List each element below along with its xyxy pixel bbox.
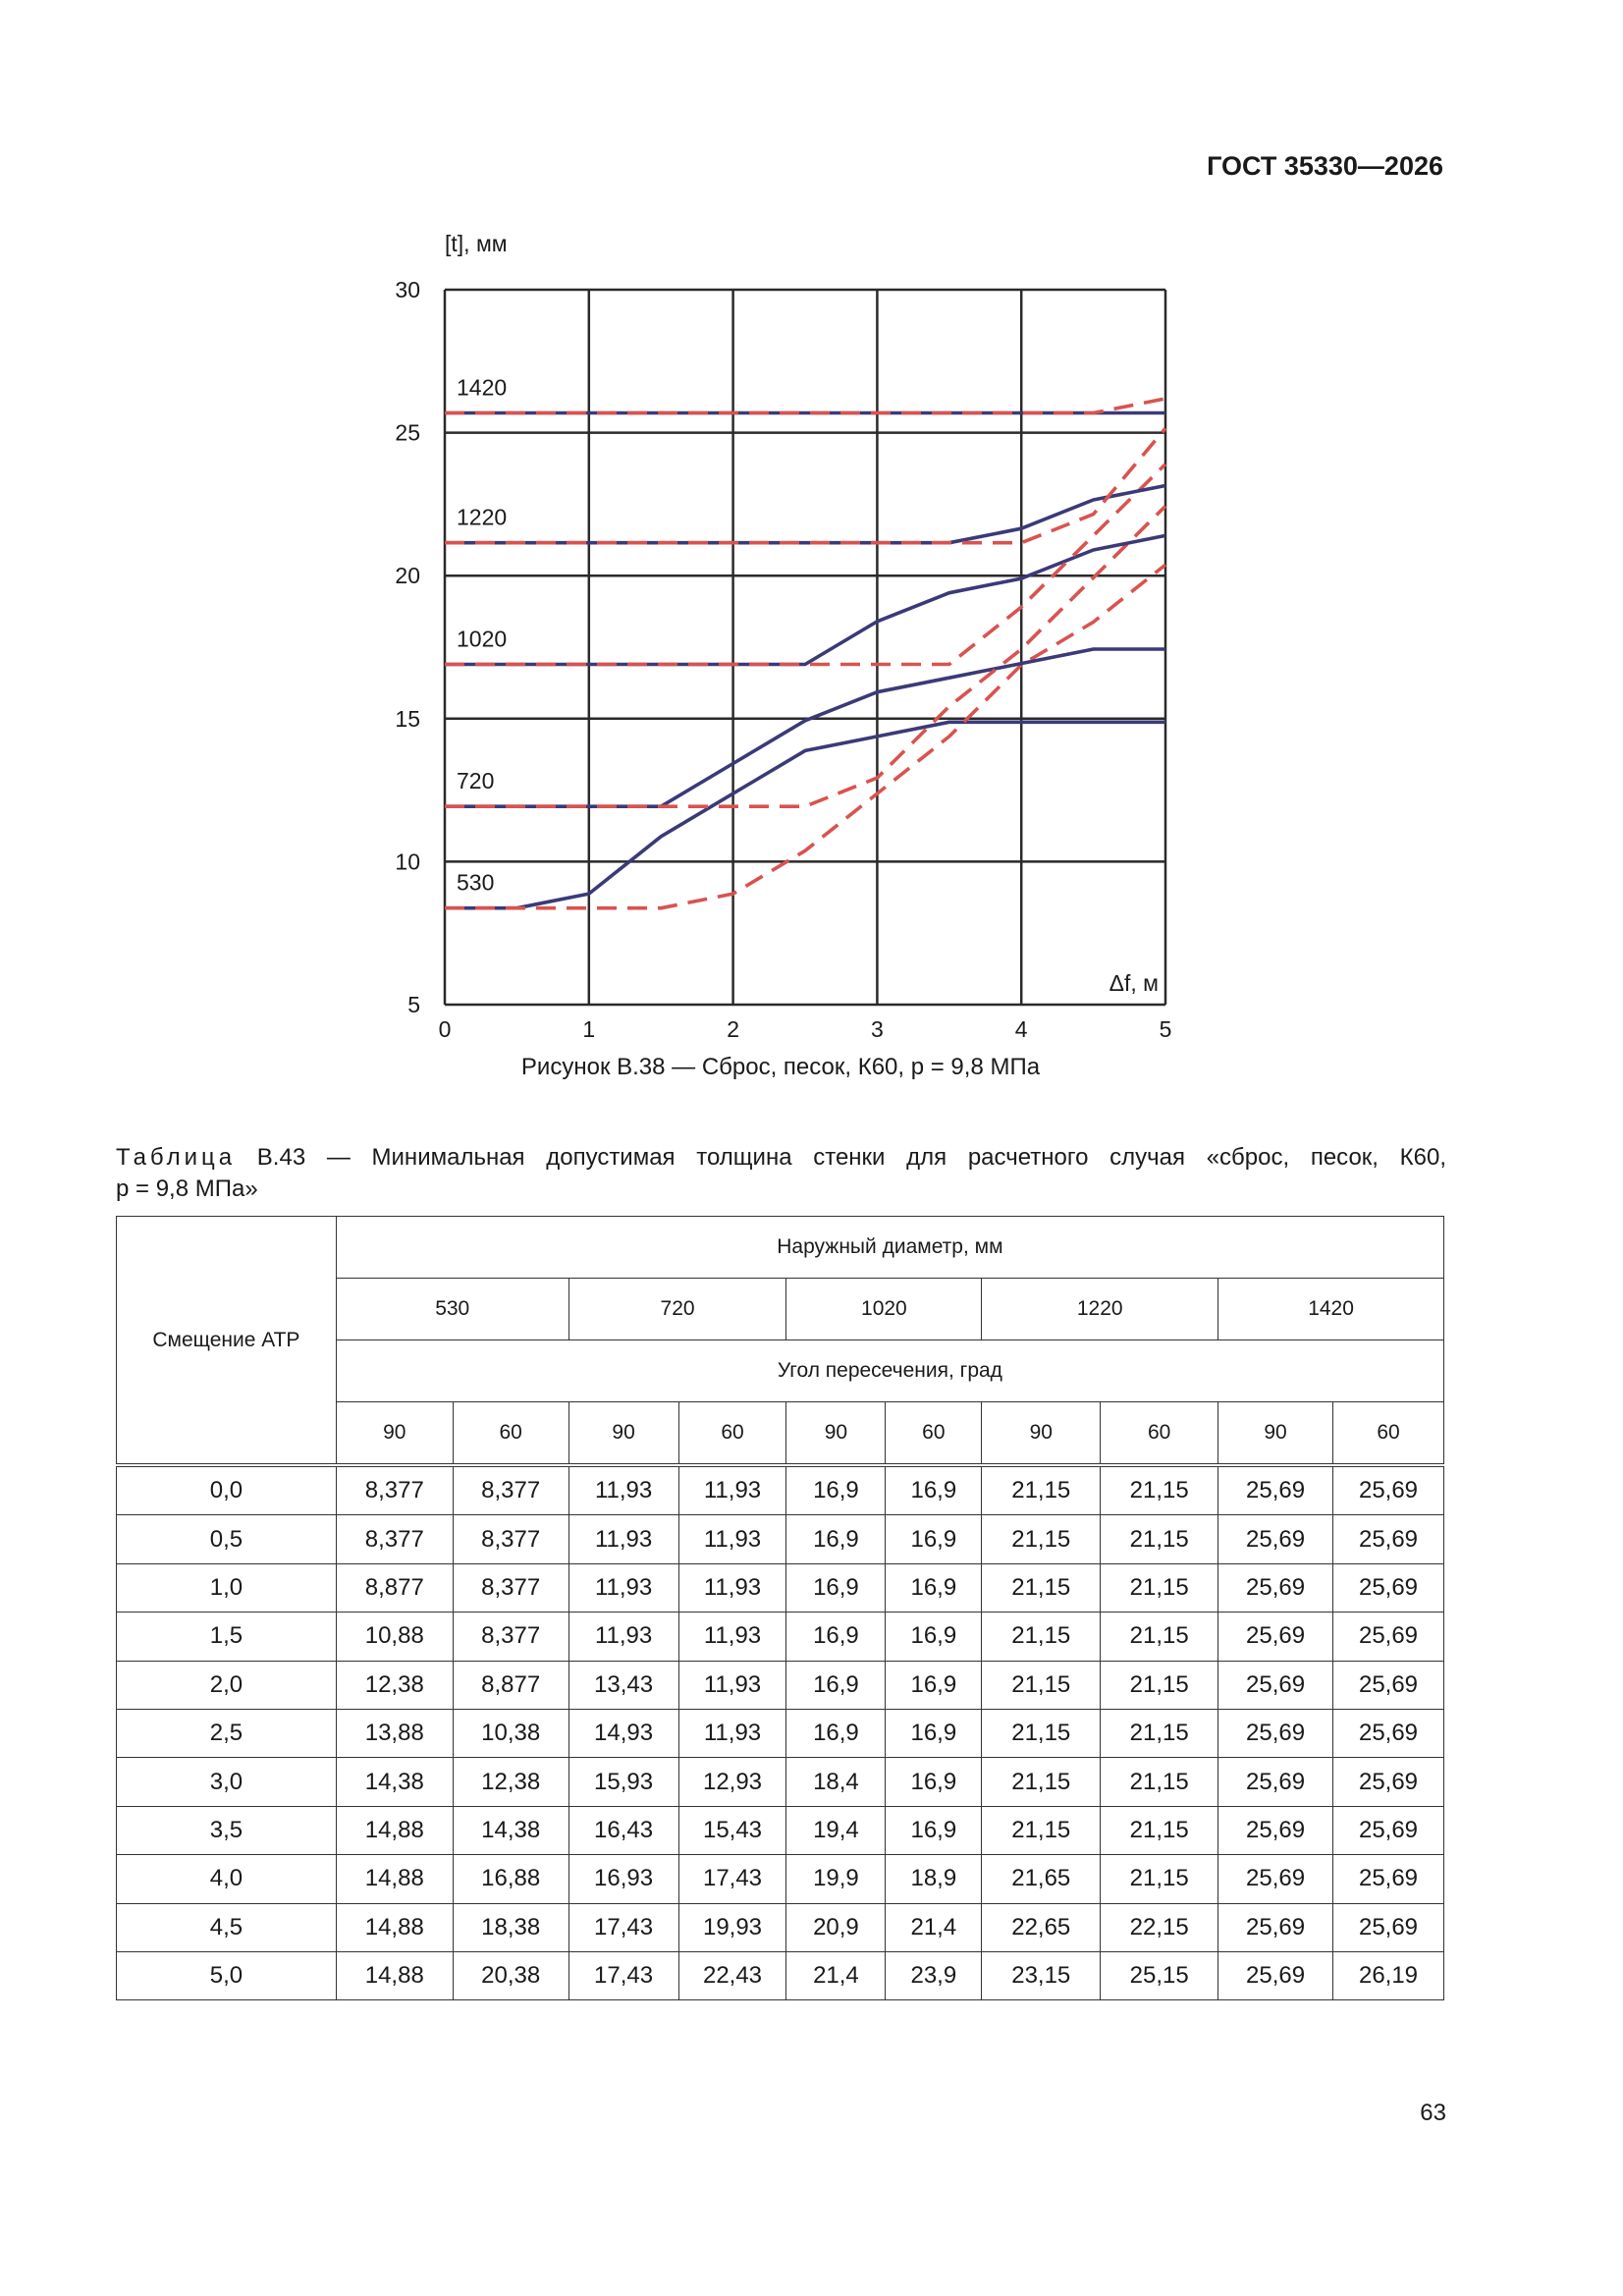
table-row: [117, 1951, 1444, 1999]
thickness-cell: 16,93: [568, 1855, 678, 1903]
thickness-cell: 16,9: [886, 1465, 982, 1515]
thickness-cell: 8,377: [336, 1515, 453, 1563]
angle-group-header: Угол пересечения, град: [336, 1340, 1443, 1402]
thickness-cell: 18,38: [453, 1903, 568, 1951]
angle-header: 90: [786, 1402, 886, 1466]
thickness-cell: 16,9: [886, 1661, 982, 1709]
table-row: [117, 1515, 1444, 1563]
row-header-cell: Смещение АТР: [117, 1217, 337, 1466]
diameter-group-header: Наружный диаметр, мм: [336, 1217, 1443, 1279]
y-tick-label: 25: [395, 419, 420, 446]
y-tick-label: 5: [407, 992, 420, 1017]
table-title: [116, 1142, 1446, 1173]
thickness-cell: 11,93: [568, 1613, 678, 1661]
thickness-cell: 16,9: [886, 1613, 982, 1661]
thickness-cell: 21,15: [982, 1758, 1101, 1806]
thickness-cell: 25,69: [1218, 1758, 1333, 1806]
thickness-cell: 21,15: [982, 1465, 1101, 1515]
thickness-cell: 22,65: [982, 1903, 1101, 1951]
offset-cell: 2,0: [117, 1661, 337, 1709]
y-tick-label: 20: [395, 563, 420, 589]
offset-cell: 1,0: [117, 1563, 337, 1612]
thickness-cell: 13,43: [568, 1661, 678, 1709]
thickness-cell: 25,69: [1333, 1465, 1444, 1515]
thickness-cell: 14,88: [336, 1806, 453, 1854]
thickness-cell: 16,9: [786, 1709, 886, 1757]
thickness-cell: 21,15: [1101, 1613, 1218, 1661]
thickness-cell: 25,69: [1218, 1855, 1333, 1903]
curve-label: 1220: [457, 504, 508, 530]
series-line-1220-60: [445, 428, 1165, 543]
thickness-cell: 14,93: [568, 1709, 678, 1757]
thickness-cell: 17,43: [568, 1903, 678, 1951]
thickness-cell: 25,69: [1333, 1563, 1444, 1612]
offset-cell: 1,5: [117, 1613, 337, 1661]
diameter-header: 1020: [786, 1279, 982, 1340]
thickness-cell: 20,38: [453, 1951, 568, 1999]
thickness-cell: 11,93: [678, 1613, 786, 1661]
table-title-prefix: Таблица: [116, 1144, 237, 1171]
curve-label: 1420: [457, 374, 508, 401]
thickness-cell: 11,93: [678, 1465, 786, 1515]
series-line-530-90: [445, 722, 1165, 907]
page-number: 63: [1420, 2100, 1446, 2126]
thickness-cell: 17,43: [568, 1951, 678, 1999]
thickness-cell: 18,9: [886, 1855, 982, 1903]
x-tick-label: 3: [871, 1016, 884, 1041]
offset-cell: 0,0: [117, 1465, 337, 1515]
thickness-cell: 13,88: [336, 1709, 453, 1757]
thickness-cell: 16,9: [886, 1758, 982, 1806]
thickness-cell: 25,69: [1218, 1951, 1333, 1999]
thickness-cell: 16,9: [786, 1515, 886, 1563]
thickness-cell: 16,88: [453, 1855, 568, 1903]
x-tick-label: 0: [438, 1016, 452, 1041]
table-row: [117, 1758, 1444, 1806]
thickness-cell: 8,877: [336, 1563, 453, 1612]
thickness-cell: 10,38: [453, 1709, 568, 1757]
x-axis-label: Δf, м: [1109, 970, 1159, 996]
thickness-cell: 8,377: [453, 1515, 568, 1563]
thickness-cell: 12,38: [336, 1661, 453, 1709]
x-tick-label: 1: [582, 1016, 596, 1041]
thickness-cell: 18,4: [786, 1758, 886, 1806]
figure-caption-text: Рисунок В.38 — Сброс, песок, К60, p = 9,8 МПа: [520, 1054, 1041, 1080]
diameter-header: 530: [336, 1279, 568, 1340]
thickness-cell: 25,69: [1218, 1709, 1333, 1757]
thickness-cell: 11,93: [568, 1515, 678, 1563]
table-row: [117, 1661, 1444, 1709]
document-code: ГОСТ 35330—2026: [1207, 151, 1443, 181]
offset-cell: 4,0: [117, 1855, 337, 1903]
x-tick-label: 5: [1159, 1016, 1172, 1041]
diameter-header: 1420: [1218, 1279, 1444, 1340]
thickness-cell: 12,38: [453, 1758, 568, 1806]
table-row: [117, 1465, 1444, 1515]
thickness-cell: 14,88: [336, 1855, 453, 1903]
thickness-cell: 12,93: [678, 1758, 786, 1806]
thickness-cell: 25,69: [1218, 1563, 1333, 1612]
thickness-cell: 20,9: [786, 1903, 886, 1951]
table-row: [117, 1709, 1444, 1757]
thickness-cell: 25,69: [1333, 1709, 1444, 1757]
thickness-cell: 21,4: [786, 1951, 886, 1999]
thickness-cell: 16,9: [886, 1515, 982, 1563]
series-line-1220-90: [445, 486, 1165, 543]
thickness-cell: 25,69: [1333, 1855, 1444, 1903]
x-tick-label: 4: [1014, 1016, 1028, 1041]
thickness-cell: 16,9: [786, 1613, 886, 1661]
thickness-cell: 10,88: [336, 1613, 453, 1661]
thickness-cell: 25,69: [1218, 1515, 1333, 1563]
thickness-cell: 22,15: [1101, 1903, 1218, 1951]
thickness-cell: 25,69: [1333, 1515, 1444, 1563]
thickness-cell: 25,69: [1218, 1465, 1333, 1515]
table-row: [117, 1613, 1444, 1661]
thickness-cell: 25,69: [1218, 1806, 1333, 1854]
thickness-cell: 8,877: [453, 1661, 568, 1709]
thickness-cell: 21,15: [1101, 1661, 1218, 1709]
thickness-cell: 15,93: [568, 1758, 678, 1806]
thickness-cell: 8,377: [453, 1563, 568, 1612]
thickness-cell: 22,43: [678, 1951, 786, 1999]
thickness-cell: 16,9: [886, 1806, 982, 1854]
angle-header: 60: [1101, 1402, 1218, 1466]
table-row: [117, 1855, 1444, 1903]
thickness-cell: 21,15: [1101, 1465, 1218, 1515]
y-axis-label: [t], мм: [445, 231, 508, 256]
thickness-cell: 21,65: [982, 1855, 1101, 1903]
thickness-cell: 17,43: [678, 1855, 786, 1903]
thickness-cell: 11,93: [678, 1563, 786, 1612]
table-title-continuation: p = 9,8 МПа»: [116, 1175, 258, 1202]
thickness-cell: 21,15: [982, 1661, 1101, 1709]
series-line-530-60: [445, 565, 1165, 908]
thickness-cell: 25,69: [1218, 1613, 1333, 1661]
angle-header: 60: [453, 1402, 568, 1466]
offset-cell: 2,5: [117, 1709, 337, 1757]
angle-header: 90: [568, 1402, 678, 1466]
angle-header: 60: [886, 1402, 982, 1466]
wall-thickness-chart: [0, 0, 1623, 1041]
thickness-cell: 21,15: [982, 1515, 1101, 1563]
curve-label: 1020: [457, 626, 508, 652]
series-line-1420-60: [445, 399, 1165, 413]
thickness-cell: 16,9: [786, 1661, 886, 1709]
y-tick-label: 30: [395, 277, 420, 302]
angle-header: 60: [678, 1402, 786, 1466]
thickness-cell: 11,93: [678, 1709, 786, 1757]
angle-header: 90: [1218, 1402, 1333, 1466]
thickness-table: [116, 1216, 1444, 2000]
thickness-cell: 19,93: [678, 1903, 786, 1951]
angle-header: 90: [982, 1402, 1101, 1466]
thickness-cell: 25,69: [1218, 1661, 1333, 1709]
thickness-cell: 21,15: [1101, 1758, 1218, 1806]
thickness-cell: 25,69: [1333, 1613, 1444, 1661]
thickness-cell: 21,15: [1101, 1806, 1218, 1854]
thickness-cell: 11,93: [568, 1563, 678, 1612]
thickness-cell: 25,15: [1101, 1951, 1218, 1999]
diameter-header: 1220: [982, 1279, 1218, 1340]
thickness-cell: 11,93: [678, 1661, 786, 1709]
offset-cell: 4,5: [117, 1903, 337, 1951]
thickness-cell: 8,377: [336, 1465, 453, 1515]
table-title-line1: В.43 — Минимальная допустимая толщина стенки для расчетного случая «сброс, песок, К60,: [256, 1144, 1446, 1171]
thickness-cell: 21,15: [1101, 1563, 1218, 1612]
thickness-cell: 16,43: [568, 1806, 678, 1854]
thickness-cell: 8,377: [453, 1613, 568, 1661]
offset-cell: 5,0: [117, 1951, 337, 1999]
thickness-cell: 21,15: [982, 1613, 1101, 1661]
thickness-cell: 21,15: [1101, 1709, 1218, 1757]
thickness-cell: 16,9: [886, 1709, 982, 1757]
offset-cell: 0,5: [117, 1515, 337, 1563]
thickness-cell: 14,88: [336, 1903, 453, 1951]
thickness-cell: 21,4: [886, 1903, 982, 1951]
thickness-cell: 25,69: [1333, 1806, 1444, 1854]
thickness-cell: 19,9: [786, 1855, 886, 1903]
thickness-cell: 21,15: [1101, 1515, 1218, 1563]
offset-cell: 3,5: [117, 1806, 337, 1854]
curve-label: 720: [457, 768, 495, 794]
table-body: [117, 1465, 1444, 2000]
thickness-cell: 25,69: [1333, 1661, 1444, 1709]
angle-header: 90: [336, 1402, 453, 1466]
thickness-cell: 8,377: [453, 1465, 568, 1515]
table-row: [117, 1563, 1444, 1612]
thickness-cell: 14,38: [453, 1806, 568, 1854]
thickness-cell: 16,9: [786, 1563, 886, 1612]
diameter-header: 720: [568, 1279, 786, 1340]
x-tick-label: 2: [727, 1016, 739, 1041]
thickness-cell: 25,69: [1333, 1758, 1444, 1806]
y-tick-label: 10: [395, 848, 420, 875]
table-row: [117, 1903, 1444, 1951]
thickness-cell: 23,15: [982, 1951, 1101, 1999]
curve-label: 530: [457, 869, 495, 896]
thickness-cell: 21,15: [1101, 1855, 1218, 1903]
thickness-cell: 21,15: [982, 1806, 1101, 1854]
angle-header: 60: [1333, 1402, 1444, 1466]
thickness-cell: 23,9: [886, 1951, 982, 1999]
thickness-cell: 21,15: [982, 1709, 1101, 1757]
thickness-cell: 21,15: [982, 1563, 1101, 1612]
thickness-cell: 25,69: [1218, 1903, 1333, 1951]
figure-caption: [0, 1054, 1561, 1081]
thickness-cell: 26,19: [1333, 1951, 1444, 1999]
thickness-cell: 16,9: [786, 1465, 886, 1515]
series-line-720-90: [445, 649, 1165, 806]
thickness-cell: 11,93: [678, 1515, 786, 1563]
thickness-cell: 14,88: [336, 1951, 453, 1999]
thickness-cell: 15,43: [678, 1806, 786, 1854]
offset-cell: 3,0: [117, 1758, 337, 1806]
thickness-cell: 14,38: [336, 1758, 453, 1806]
thickness-cell: 11,93: [568, 1465, 678, 1515]
table-row: [117, 1806, 1444, 1854]
thickness-cell: 16,9: [886, 1563, 982, 1612]
thickness-cell: 25,69: [1333, 1903, 1444, 1951]
thickness-cell: 19,4: [786, 1806, 886, 1854]
y-tick-label: 15: [395, 705, 420, 732]
